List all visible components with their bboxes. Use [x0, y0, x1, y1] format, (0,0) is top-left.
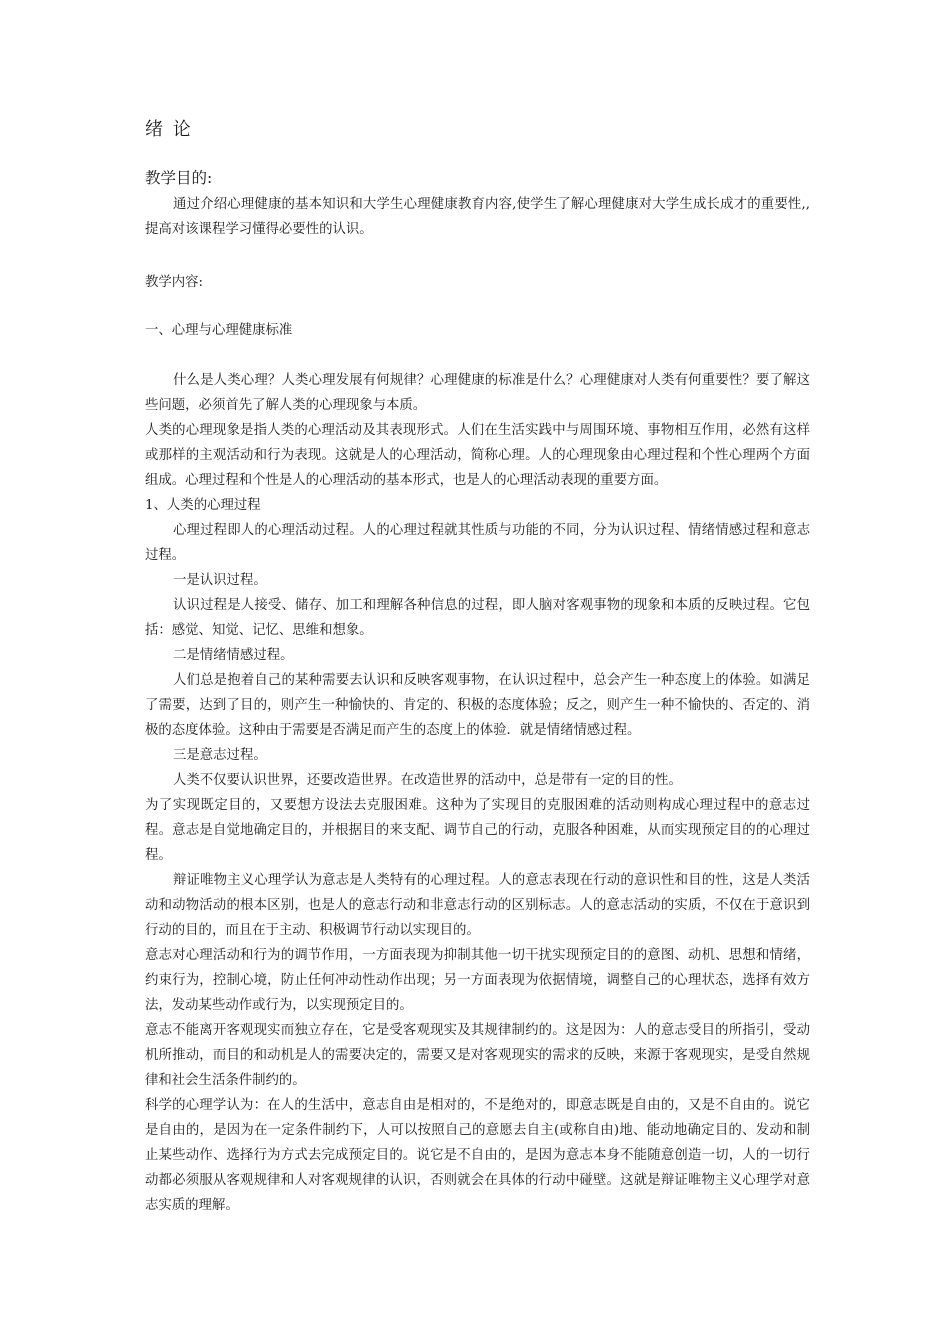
paragraph: 辩证唯物主义心理学认为意志是人类特有的心理过程。人的意志表现在行动的意识性和目的性，这是人类活动和动物活动的根本区别，也是人的意志行动和非意志行动的区别标志。人的意志活动的实质，不仅在于意识到行动的目的，而且在于主动、积极调节行动以实现目的。: [145, 873, 810, 938]
content-heading: 教学内容:: [145, 275, 204, 290]
paragraph: 意志不能离开客观现实而独立存在，它是受客观现实及其规律制约的。这是因为：人的意志受目的所指引，受动机所推动，而目的和动机是人的需要决定的，需要又是对客观现实的需求的反映，来源于客观现实，是受自然规律和社会生活条件制约的。: [145, 1023, 810, 1088]
objective-heading: 教学目的:: [145, 169, 213, 187]
paragraph: 人们总是抱着自己的某种需要去认识和反映客观事物，在认识过程中，总会产生一种态度上的体验。如满足了需要，达到了目的，则产生一种愉快的、肯定的、积极的态度体验；反之，则产生一种不愉快的、否定的、消极的态度体验。这种由于需要是否满足而产生的态度上的体验．就是情绪情感过程。: [145, 673, 810, 738]
section-body: [145, 368, 810, 1218]
paragraph: 意志对心理活动和行为的调节作用，一方面表现为抑制其他一切干扰实现预定目的的意图、动机、思想和情绪，约束行为，控制心境，防止任何冲动性动作出现；另一方面表现为依据情境，调整自己的心理状态，选择有效方法，发动某些动作或行为，以实现预定目的。: [145, 948, 810, 1013]
objective-text: 通过介绍心理健康的基本知识和大学生心理健康教育内容,使学生了解心理健康对大学生成长成才的重要性,,提高对该课程学习懂得必要性的认识。: [145, 197, 810, 237]
paragraph: 认识过程是人接受、储存、加工和理解各种信息的过程，即人脑对客观事物的现象和本质的反映过程。它包括：感觉、知觉、记忆、思维和想象。: [145, 598, 810, 638]
section-heading: 一、心理与心理健康标准: [145, 323, 293, 338]
paragraph: 人类的心理现象是指人类的心理活动及其表现形式。人们在生活实践中与周围环境、事物相互作用，必然有这样或那样的主观活动和行为表现。这就是人的心理活动，简称心理。人的心理现象由心理过程和个性心理两个方面组成。心理过程和个性是人的心理活动的基本形式，也是人的心理活动表现的重要方面。: [145, 423, 810, 488]
paragraph: 为了实现既定目的，又要想方设法去克服困难。这种为了实现目的克服困难的活动则构成心理过程中的意志过程。意志是自觉地确定目的，并根据目的来支配、调节自己的行动，克服各种困难，从而实现预定目的的心理过程。: [145, 798, 810, 863]
subsection-heading: 1、人类的心理过程: [145, 498, 261, 513]
paragraph: 三是意志过程。: [173, 748, 267, 763]
paragraph: 心理过程即人的心理活动过程。人的心理过程就其性质与功能的不同，分为认识过程、情绪情感过程和意志过程。: [145, 523, 810, 563]
paragraph: 什么是人类心理？人类心理发展有何规律？心理健康的标准是什么？心理健康对人类有何重要性？要了解这些问题，必须首先了解人类的心理现象与本质。: [145, 373, 810, 413]
paragraph: 人类不仅要认识世界，还要改造世界。在改造世界的活动中，总是带有一定的目的性。: [173, 773, 682, 788]
paragraph: 科学的心理学认为：在人的生活中，意志自由是相对的，不是绝对的，即意志既是自由的，又是不自由的。说它是自由的，是因为在一定条件制约下，人可以按照自己的意愿去自主(或称自由)地、能动地确定目的、发动和制止某些动作、选择行为方式去完成预定目的。说它是不自由的，是因为意志本身不能随意创造一切，人的一切行动都必须服从客观规律和人对客观规律的认识，否则就会在具体的行动中碰壁。这就是辩证唯物主义心理学对意志实质的理解。: [145, 1098, 810, 1213]
paragraph: 一是认识过程。: [173, 573, 267, 588]
document-title: 绪 论: [145, 119, 193, 140]
paragraph: 二是情绪情感过程。: [173, 648, 294, 663]
objective-section: [145, 192, 810, 242]
